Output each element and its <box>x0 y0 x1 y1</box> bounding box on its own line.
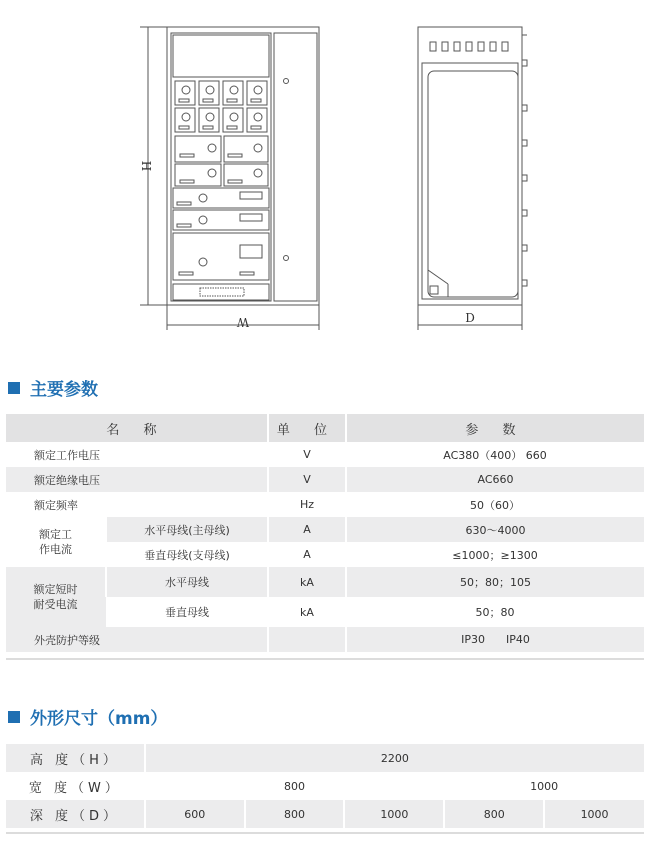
table-row: 额定频率 Hz 50（60） <box>34 498 520 512</box>
switch-row-2 <box>175 108 267 132</box>
dimensions-table <box>6 744 644 834</box>
dimension-h-label: H <box>139 160 153 172</box>
height-label: 高 度（H） <box>6 744 145 772</box>
side-vent-slots <box>430 42 508 51</box>
table-row: 额定工作电压 V AC380（400） 660 <box>34 448 547 462</box>
depth-value: 600 <box>145 800 245 828</box>
table-header-row <box>6 414 644 442</box>
side-cabinet-outline <box>418 27 522 305</box>
table-row <box>6 800 644 828</box>
depth-value: 800 <box>444 800 544 828</box>
table-row: 额定工 作电流 水平母线(主母线) A 630～4000 <box>6 517 644 542</box>
cabinet-drawing <box>0 0 650 345</box>
table-row: 额定短时 耐受电流 水平母线 kA 50；80；105 <box>6 567 644 597</box>
depth-value: 1000 <box>344 800 444 828</box>
front-cabinet-outline <box>167 27 319 305</box>
vent-grille <box>200 288 244 296</box>
switch-row-1 <box>175 81 267 105</box>
height-value: 2200 <box>145 744 644 772</box>
width-label: 宽 度（W） <box>6 772 145 800</box>
section-title-main-params <box>8 375 98 400</box>
header-unit: 单 位 <box>268 414 346 442</box>
header-name: 名 称 <box>6 414 268 442</box>
dimension-w-label: W <box>236 315 250 329</box>
depth-label: 深 度（D） <box>6 800 145 828</box>
depth-value: 800 <box>245 800 345 828</box>
table-row: 垂直母线 kA 50；80 <box>165 605 515 619</box>
table-row: 垂直母线(支母线) A ≤1000；≥1300 <box>144 548 538 562</box>
width-value: 800 <box>145 772 445 800</box>
section-title-text: 外形尺寸（mm） <box>30 709 168 729</box>
dimension-d-label: D <box>465 311 475 325</box>
width-value: 1000 <box>444 772 644 800</box>
table-row <box>6 772 644 800</box>
header-value: 参 数 <box>346 414 644 442</box>
square-bullet-icon <box>8 382 20 394</box>
table-row: 额定绝缘电压 V AC660 <box>6 467 644 492</box>
table-row <box>6 744 644 772</box>
section-title-dimensions <box>8 704 167 729</box>
table-row: 外壳防护等级 IP30 IP40 <box>6 627 644 652</box>
current-group-name: 额定工 作电流 <box>6 517 106 567</box>
depth-value: 1000 <box>544 800 644 828</box>
params-table <box>6 414 644 660</box>
square-bullet-icon <box>8 711 20 723</box>
section-title-text: 主要参数 <box>30 380 98 400</box>
withstand-group-name: 额定短时 耐受电流 <box>6 567 106 627</box>
